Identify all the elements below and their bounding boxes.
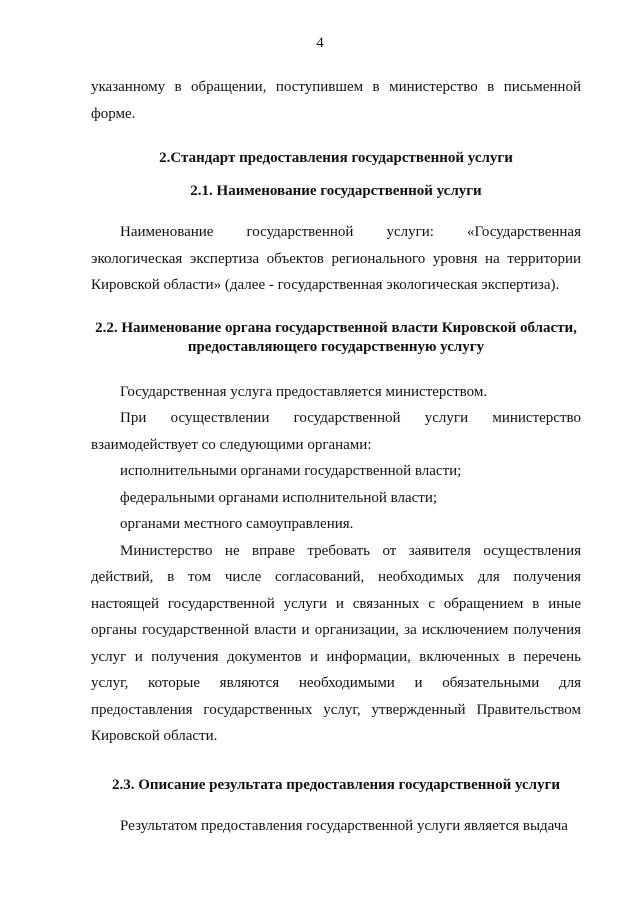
subsection-heading-2-2-line1: 2.2. Наименование органа государственной власти Кировской области, [95,319,577,336]
list-item-local-government: органами местного самоуправления. [120,516,354,532]
document-body [91,74,581,839]
paragraph-continuation: указанному в обращении, поступившем в министерство в письменной форме. [91,79,581,122]
paragraph-service-name: Наименование государственной услуги: «Государственная экологическая экспертиза объектов регионального уровня на территории Кировской области» (далее - государственная экологическая экспертиза). [91,224,581,293]
list-item-executive-bodies: исполнительными органами государственной власти; [120,463,462,479]
subsection-heading-2-2-line2: предоставляющего государственную услугу [187,338,485,355]
paragraph-interaction: При осуществлении государственной услуги министерство взаимодействует со следующими органами: [91,410,581,453]
subsection-heading-2-1: 2.1. Наименование государственной услуги [190,183,482,199]
page-number: 4 [316,35,324,51]
list-item-federal-bodies: федеральными органами исполнительной власти; [120,489,438,506]
paragraph-result: Результатом предоставления государственной услуги является выдача [120,817,568,834]
subsection-heading-2-3: 2.3. Описание результата предоставления государственной услуги [111,776,561,793]
paragraph-ministry-restrictions: Министерство не вправе требовать от заявителя осуществления действий, в том числе согласований, необходимых для получения настоящей государственной услуги и связанных с обращением в иные органы государственной власти и организации, за исключением получения услуг и получения документов и информации, включенных в перечень услуг, которые являются необходимыми и обязательными для предоставления государственных услуг, утвержденный Правительством Кировской области. [91,542,581,744]
paragraph-provider: Государственная услуга предоставляется министерством. [120,383,488,400]
section-heading-2: 2.Стандарт предоставления государственной услуги [159,150,513,166]
